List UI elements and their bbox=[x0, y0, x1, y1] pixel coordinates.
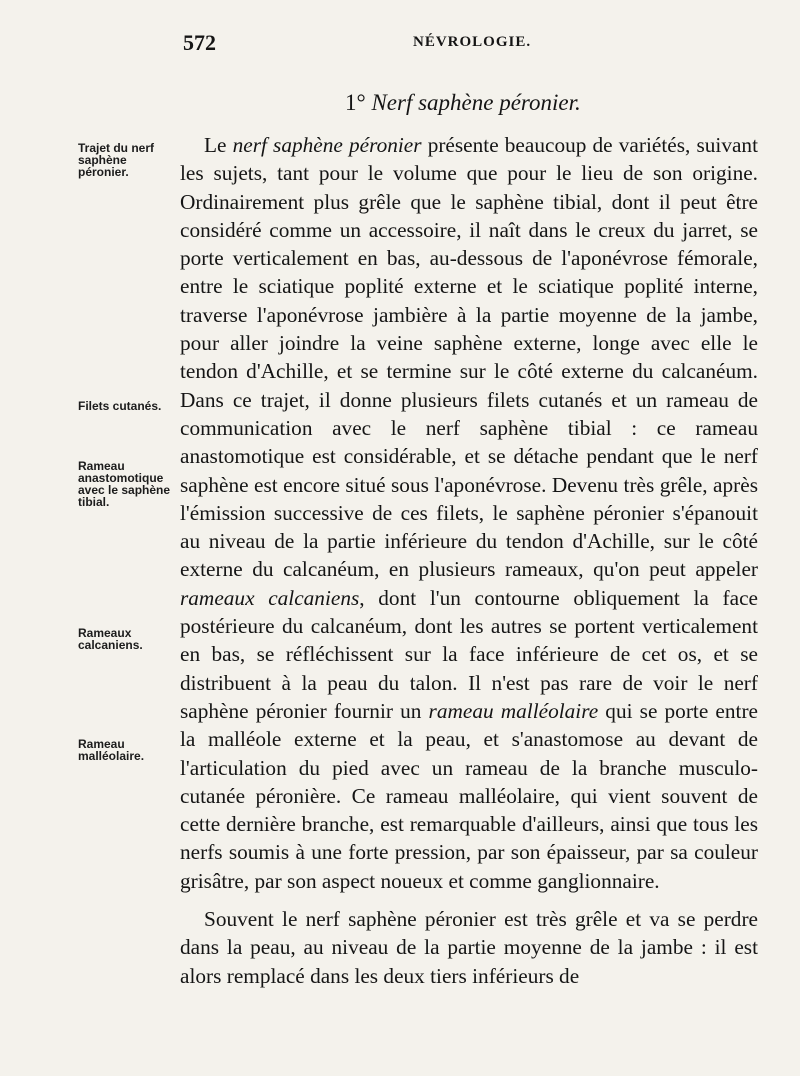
section-title bbox=[345, 90, 581, 116]
margin-note-rameau-malleolaire: Rameau malléolaire. bbox=[78, 737, 145, 763]
margin-note-rameaux-calcaniens: Rameaux calcaniens. bbox=[78, 626, 143, 652]
term-nerf-saphene-peronier: nerf saphène péronier bbox=[232, 133, 422, 157]
paragraph-1-text-b: présente beaucoup de variétés, suivant les sujets, tant pour le volume que pour le lieu de son origine. Ordinairement plus grêle que le saphène tibial, dont il peut être considéré comme un accessoire, il naît dans le creux du jarret, se porte verticalement en bas, au-dessous de l'aponévrose fémorale, entre le sciatique poplité externe et le sciatique poplité interne, traverse l'aponévrose jambière à la partie moyenne de la jambe, pour aller joindre la veine saphène externe, longe avec elle le tendon d'Achille, et se termine sur le côté externe du calcanéum. Dans ce trajet, il donne plusieurs filets cutanés et un rameau de communication avec le nerf saphène tibial : ce rameau anastomotique est considérable, et se détache pendant que le nerf saphène est encore situé sous l'aponévrose. Devenu très grêle, après l'émission successive de ces filets, le saphène péronier s'épanouit au niveau de la partie inférieure du tendon d'Achille, sur le côté externe du calcanéum, en plusieurs rameaux, qu'on peut appeler bbox=[180, 133, 758, 582]
body-text bbox=[180, 131, 758, 990]
margin-note-filets: Filets cutanés. bbox=[78, 399, 162, 413]
paragraph-1-text-d: qui se porte entre la malléole externe et la peau, et s'anastomose au devant de l'articulation du pied avec un rameau de la branche musculo-cutanée péronière. Ce rameau malléolaire, qui vient souvent de cette dernière branche, est remarquable d'ailleurs, ainsi que tous les nerfs soumis à une forte pression, par son épaisseur, par sa couleur grisâtre, par son aspect noueux et comme ganglionnaire. bbox=[180, 698, 758, 893]
margin-note-rameau-anastomotique: Rameau anastomotique avec le saphène tibial. bbox=[78, 459, 171, 509]
section-number: 1° bbox=[345, 90, 366, 115]
term-rameau-malleolaire: rameau malléolaire bbox=[428, 698, 599, 723]
page-number: 572 bbox=[183, 30, 216, 55]
section-title-text: Nerf saphène péronier. bbox=[371, 90, 581, 115]
term-rameaux-calcaniens: rameaux calcaniens bbox=[180, 585, 360, 610]
page-header bbox=[0, 30, 800, 54]
margin-note-trajet: Trajet du nerf saphène péronier. bbox=[78, 141, 155, 179]
paragraph-1-text-c: , dont l'un contourne obliquement la face postérieure du calcanéum, dont les autres se portent verticalement en bas, se réfléchissent sur la face inférieure de cet os, et se distribuent à la peau du talon. Il n'est pas rare de voir le nerf saphène péronier fournir un bbox=[180, 585, 759, 723]
paragraph-1-text-a: Le bbox=[204, 133, 233, 157]
running-head: NÉVROLOGIE. bbox=[413, 34, 532, 50]
paragraph-1 bbox=[180, 131, 758, 895]
paragraph-2: Souvent le nerf saphène péronier est très grêle et va se perdre dans la peau, au niveau de la partie moyenne de la jambe : il est alors remplacé dans les deux tiers inférieurs de bbox=[180, 907, 758, 988]
